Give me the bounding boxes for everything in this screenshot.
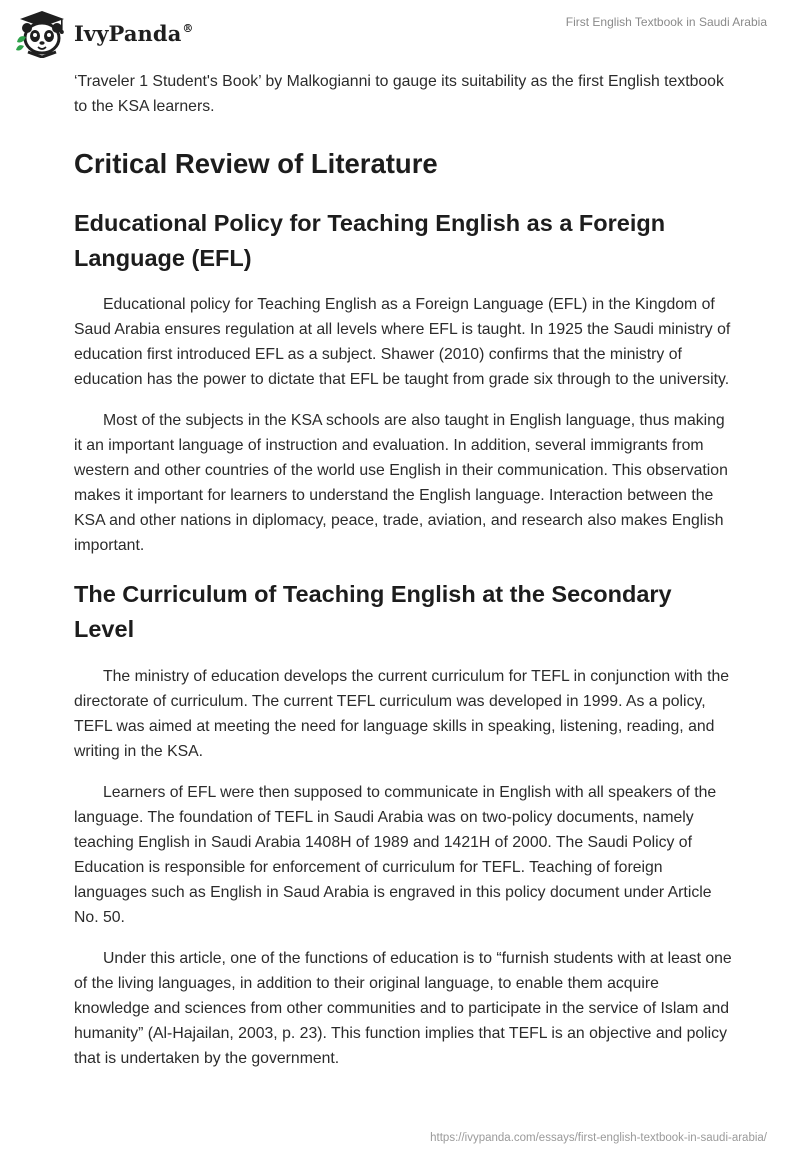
brand-name: IvyPanda® — [74, 20, 194, 46]
subsection-heading-efl-policy: Educational Policy for Teaching English as a Foreign Language (EFL) — [74, 210, 666, 271]
paragraph: Most of the subjects in the KSA schools are also taught in English language, thus making it an important language of instruction and evaluation. In addition, several immigrants from western and other countries of the world use English in their communication. This observation makes it important for learners to understand the English language. Interaction between the KSA and other nations in diplomacy, peace, trade, aviation, and research also makes English important. — [74, 412, 728, 554]
source-url-link[interactable]: https://ivypanda.com/essays/first-english-textbook-in-saudi-arabia/ — [430, 1132, 767, 1144]
section-heading: Critical Review of Literature — [74, 148, 438, 179]
document-title: First English Textbook in Saudi Arabia — [565, 15, 767, 29]
registered-mark: ® — [182, 21, 194, 35]
intro-paragraph: ‘Traveler 1 Student's Book’ by Malkogianni to gauge its suitability as the first English textbook to the KSA learners. — [74, 73, 724, 115]
paragraph: Learners of EFL were then supposed to communicate in English with all speakers of the language. The foundation of TEFL in Saudi Arabia was on two-policy documents, namely teaching English in Saudi Arabia 1408H of 1989 and 1421H of 2000. The Saudi Policy of Education is responsible for enforcement of curriculum for TEFL. Teaching of foreign languages such as English in Saud Arabia is engraved in this policy document under Article No. 50. — [74, 784, 717, 926]
paragraph: The ministry of education develops the current curriculum for TEFL in conjunction with the directorate of curriculum. The current TEFL curriculum was developed in 1999. As a policy, TEFL was aimed at meeting the need for language skills in speaking, listening, reading, and writing in the KSA. — [74, 668, 730, 760]
paragraph: Under this article, one of the functions of education is to “furnish students with at least one of the living languages, in addition to their original language, to enable them acquire knowledge and sciences from other communities and to participate in the service of Islam and humanity” (Al-Hajailan, 2003, p. 23). This function implies that TEFL is an objective and policy that is undertaken by the government. — [74, 950, 732, 1067]
paragraph: Educational policy for Teaching English as a Foreign Language (EFL) in the Kingdom of Saud Arabia ensures regulation at all levels where EFL is taught. In 1925 the Saudi ministry of education first introduced EFL as a subject. Shawer (2010) confirms that the ministry of education has the power to dictate that EFL be taught from grade six through to the university. — [74, 296, 731, 388]
subsection-heading-curriculum: The Curriculum of Teaching English at the Secondary Level — [74, 581, 672, 642]
page-header — [0, 0, 800, 70]
panda-graduate-icon — [14, 8, 70, 58]
article-body — [74, 69, 734, 1071]
brand-logo[interactable] — [14, 8, 194, 58]
